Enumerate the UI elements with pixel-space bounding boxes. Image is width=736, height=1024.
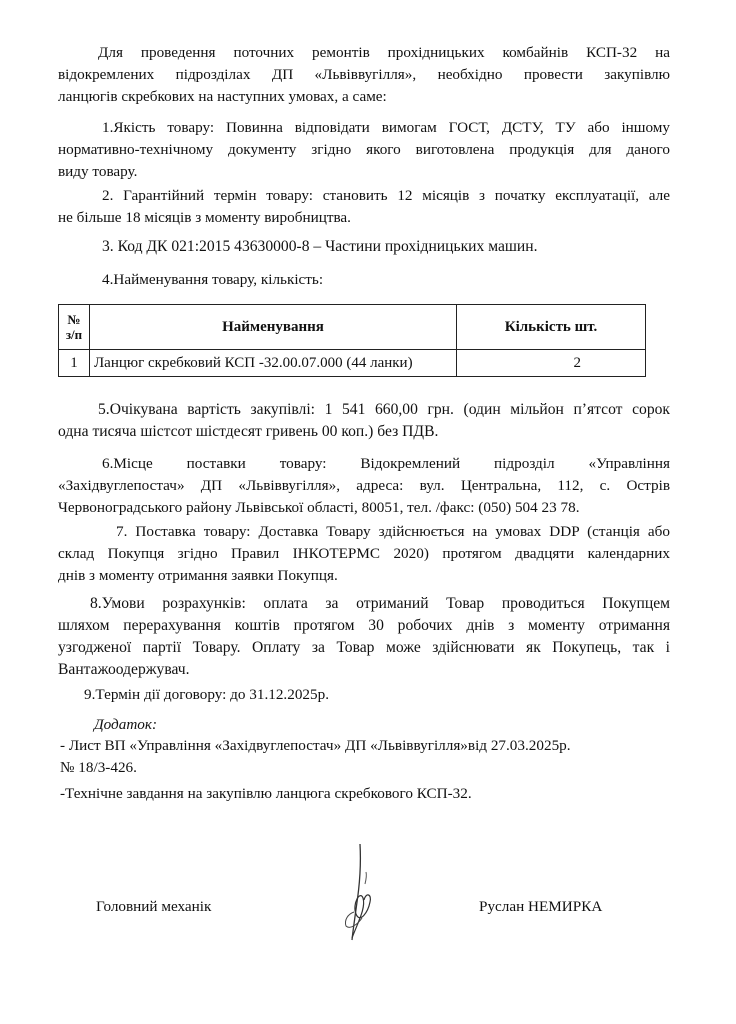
signer-position: Головний механік [96,898,212,915]
intro-paragraph [58,42,670,108]
table-row [59,350,646,377]
item-5-paragraph [58,399,670,443]
intro-line: Для проведення поточних ремонтів прохідницьких комбайнів КСП-32 на [98,44,670,61]
cell-name: Ланцюг скребковий КСП -32.00.07.000 (44 ланки) [90,350,457,377]
item-7-line: 7. Поставка товару: Доставка Товару здійснюється на умовах DDP (станція або [116,523,670,540]
intro-line: відокремлених підрозділах ДП «Львіввугілля», необхідно провести закупівлю [58,66,670,83]
item-1-line: нормативно-технічному документу згідно якого виготовлена продукція для даного [58,141,670,158]
item-5-line: одна тисяча шістсот шістдесят гривень 00 коп.) без ПДВ. [58,423,439,440]
item-1-line: виду товару. [58,163,138,180]
item-7-paragraph [58,521,670,587]
cell-qty: 2 [457,350,646,377]
cell-num: 1 [59,350,90,377]
item-6-paragraph [58,453,670,519]
signer-name: Руслан НЕМИРКА [479,898,603,915]
header-name: Найменування [90,305,457,350]
attachment-line: -Технічне завдання на закупівлю ланцюга скребкового КСП-32. [60,785,472,802]
item-9-line: 9.Термін дії договору: до 31.12.2025р. [84,686,329,703]
attachments-list [60,735,670,805]
item-3-line: 3. Код ДК 021:2015 43630000-8 – Частини прохідницьких машин. [102,238,538,255]
item-8-line: шляхом перерахування коштів протягом 30 робочих днів з моменту отримання [58,617,670,634]
intro-line: ланцюгів скребкових на наступних умовах, а саме: [58,88,387,105]
item-8-line: узгодженої партії Товару. Оплату за Товар може здійснювати як Покупець, так і [58,639,670,656]
item-6-line: «Західвуглепостач» ДП «Львіввугілля», адреса: вул. Центральна, 112, с. Острів [58,477,670,494]
attachment-line: - Лист ВП «Управління «Західвуглепостач» ДП «Львіввугілля»від 27.03.2025р. [60,737,571,754]
goods-table [58,304,646,377]
item-8-line: 8.Умови розрахунків: оплата за отриманий Товар проводиться Покупцем [90,595,670,612]
header-num: № з/п [59,305,90,350]
header-qty: Кількість шт. [457,305,646,350]
item-6-line: Червоноградського району Львівської області, 80051, тел. /факс: (050) 504 23 78. [58,499,580,516]
table-header-row [59,305,646,350]
item-1-line: 1.Якість товару: Повинна відповідати вимогам ГОСТ, ДСТУ, ТУ або іншому [102,119,670,136]
item-4-paragraph [102,269,662,291]
item-9-paragraph [84,684,644,706]
attachments-heading: Додаток: [94,716,158,733]
item-6-line: 6.Місце поставки товару: Відокремлений підрозділ «Управління [102,455,670,472]
item-7-line: днів з моменту отримання заявки Покупця. [58,567,338,584]
item-2-line: 2. Гарантійний термін товару: становить 12 місяців з початку експлуатації, але [102,187,670,204]
item-1-paragraph [58,117,670,183]
handwritten-signature [330,842,390,942]
item-2-line: не більше 18 місяців з моменту виробництва. [58,209,351,226]
attachment-line: № 18/3-426. [60,759,137,776]
item-7-line: склад Покупця згідно Правил ІНКОТЕРМС 2020) протягом двадцяти календарних [58,545,670,562]
item-3-paragraph [102,236,662,258]
item-8-line: Вантажоодержувач. [58,661,190,678]
item-8-paragraph [58,593,670,681]
item-5-line: 5.Очікувана вартість закупівлі: 1 541 660,00 грн. (один мільйон п’ятсот сорок [98,401,670,418]
item-2-paragraph [58,185,670,229]
attachments-heading-block [94,714,294,736]
item-4-line: 4.Найменування товару, кількість: [102,271,324,288]
